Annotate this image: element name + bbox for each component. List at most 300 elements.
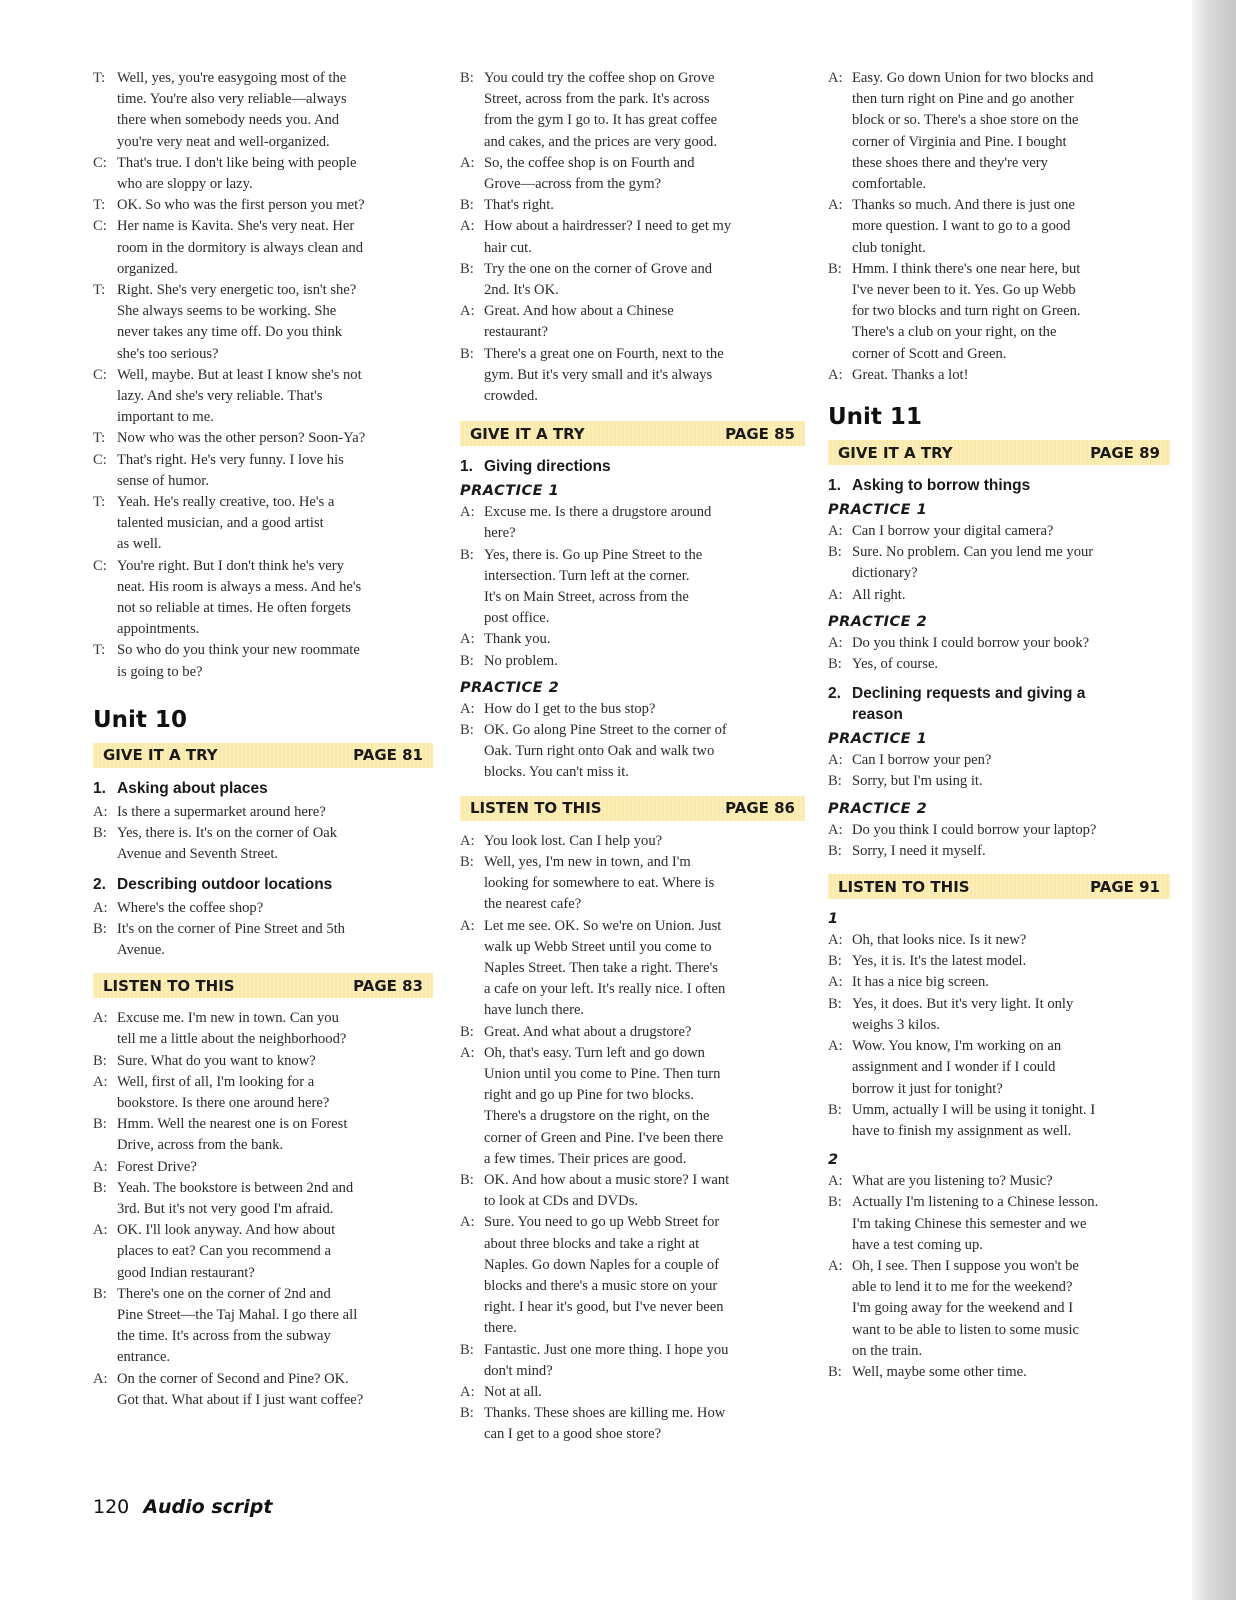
subsection-title-line: reason: [852, 706, 903, 724]
dialogue-line: [93, 428, 433, 449]
dialogue-text: have to finish my assignment as well.: [852, 1122, 1072, 1139]
speaker-label: [460, 587, 484, 608]
dialogue-text: Great. And how about a Chinese: [484, 303, 674, 320]
speaker-label: B:: [460, 1023, 474, 1040]
dialogue-text: have lunch there.: [484, 1002, 585, 1019]
speaker-label: [828, 1341, 852, 1362]
dialogue-text: Sure. No problem. Can you lend me your: [852, 544, 1094, 561]
speaker-label: [93, 1305, 117, 1326]
column-middle: [460, 68, 805, 1446]
dialogue-line: [460, 1128, 805, 1149]
speaker-label: [828, 344, 852, 365]
speaker-label: [93, 407, 117, 428]
dialogue-line: [93, 1326, 433, 1347]
speaker-label: A:: [460, 218, 475, 235]
dialogue-text: bookstore. Is there one around here?: [117, 1094, 330, 1111]
dialogue-line: [460, 1106, 805, 1127]
dialogue-text: Not at all.: [484, 1383, 542, 1400]
dialogue-text: about three blocks and take a right at: [484, 1235, 700, 1252]
dialogue-text: Do you think I could borrow your laptop?: [852, 821, 1097, 838]
speaker-label: [460, 1085, 484, 1106]
speaker-label: T:: [93, 197, 106, 214]
speaker-label: B:: [93, 1052, 107, 1069]
dialogue-text: assignment and I wonder if I could: [852, 1059, 1056, 1076]
dialogue-line: [828, 1057, 1170, 1078]
speaker-label: B:: [460, 546, 474, 563]
dialogue-line: [93, 640, 433, 661]
dialogue-line: [93, 1305, 433, 1326]
speaker-label: B:: [93, 1285, 107, 1302]
subsection-number: 1.: [93, 779, 106, 797]
speaker-label: [828, 1079, 852, 1100]
section-bar-give-it-a-try: [460, 421, 805, 446]
speaker-label: [93, 1326, 117, 1347]
speaker-label: A:: [828, 1173, 843, 1190]
dialogue-line: [460, 629, 805, 650]
dialogue-text: walk up Webb Street until you come to: [484, 938, 712, 955]
speaker-label: [93, 1263, 117, 1284]
speaker-label: [460, 1191, 484, 1212]
dialogue-line: [93, 898, 433, 919]
speaker-label: B:: [93, 1116, 107, 1133]
speaker-label: [460, 762, 484, 783]
subsection-heading: [460, 456, 805, 477]
dialogue-line: [460, 1382, 805, 1403]
bar-page: PAGE 89: [1090, 443, 1160, 462]
dialogue-line: [93, 823, 433, 844]
dialogue-text: You're right. But I don't think he's very: [117, 557, 344, 574]
dialogue-line: [828, 951, 1170, 972]
dialogue-text: there.: [484, 1320, 517, 1337]
dialogue-text: Naples. Go down Naples for a couple of: [484, 1256, 720, 1273]
dialogue-line: [828, 930, 1170, 951]
dialogue-text: able to lend it to me for the weekend?: [852, 1279, 1073, 1296]
dialogue-text: Sorry, but I'm using it.: [852, 773, 983, 790]
dialogue-line: [828, 365, 1170, 386]
dialogue-text: good Indian restaurant?: [117, 1264, 255, 1281]
speaker-label: B:: [93, 1179, 107, 1196]
column-left: [93, 68, 433, 1411]
dialogue-text: Can I borrow your pen?: [852, 752, 992, 769]
dialogue-text: Actually I'm listening to a Chinese lesson.: [852, 1194, 1099, 1211]
dialogue-line: [93, 1157, 433, 1178]
dialogue-text: OK. Go along Pine Street to the corner of: [484, 722, 727, 739]
dialogue-text: a few times. Their prices are good.: [484, 1150, 687, 1167]
speaker-label: [460, 238, 484, 259]
dialogue-block: [828, 820, 1170, 862]
dialogue-text: Fantastic. Just one more thing. I hope you: [484, 1341, 729, 1358]
dialogue-line: [460, 174, 805, 195]
speaker-label: [828, 1320, 852, 1341]
speaker-label: A:: [828, 1038, 843, 1055]
speaker-label: [460, 1128, 484, 1149]
dialogue-line: [93, 1178, 433, 1199]
dialogue-text: blocks and there's a music store on your: [484, 1277, 718, 1294]
dialogue-text: Well, first of all, I'm looking for a: [117, 1073, 315, 1090]
dialogue-line: [460, 873, 805, 894]
dialogue-text: Oh, that's easy. Turn left and go down: [484, 1044, 705, 1061]
dialogue-line: [460, 132, 805, 153]
subsection-title: Asking to borrow things: [852, 477, 1031, 495]
dialogue-line: [828, 1079, 1170, 1100]
dialogue-text: here?: [484, 525, 516, 542]
dialogue-line: [828, 1235, 1170, 1256]
dialogue-line: [93, 919, 433, 940]
dialogue-text: more question. I want to go to a good: [852, 218, 1071, 235]
part-label: 2: [828, 1152, 839, 1169]
dialogue-text: Grove—across from the gym?: [484, 176, 662, 193]
bar-label: LISTEN TO THIS: [103, 976, 235, 995]
dialogue-text: there when somebody needs you. And: [117, 112, 340, 129]
dialogue-text: Street, across from the park. It's across: [484, 91, 710, 108]
speaker-label: [828, 238, 852, 259]
dialogue-line: [828, 280, 1170, 301]
speaker-label: [828, 1298, 852, 1319]
dialogue-text: Wow. You know, I'm working on an: [852, 1038, 1062, 1055]
dialogue-text: 3rd. But it's not very good I'm afraid.: [117, 1200, 334, 1217]
dialogue-line: [93, 1263, 433, 1284]
dialogue-line: [93, 132, 433, 153]
dialogue-line: [460, 365, 805, 386]
dialogue-line: [460, 1191, 805, 1212]
dialogue-line: [93, 89, 433, 110]
dialogue-line: [460, 1318, 805, 1339]
dialogue-text: Got that. What about if I just want coffee?: [117, 1391, 364, 1408]
dialogue-line: [93, 1008, 433, 1029]
dialogue-text: That's right. He's very funny. I love his: [117, 451, 344, 468]
dialogue-line: [460, 259, 805, 280]
dialogue-line: [828, 238, 1170, 259]
dialogue-text: Easy. Go down Union for two blocks and: [852, 70, 1094, 86]
dialogue-line: [460, 958, 805, 979]
dialogue-text: have a test coming up.: [852, 1236, 983, 1253]
speaker-label: [93, 1347, 117, 1368]
dialogue-text: corner of Scott and Green.: [852, 345, 1007, 362]
speaker-label: [460, 608, 484, 629]
speaker-label: A:: [828, 366, 843, 383]
dialogue-text: a cafe on your left. It's really nice. I often: [484, 981, 726, 998]
dialogue-line: [828, 972, 1170, 993]
dialogue-line: [460, 502, 805, 523]
dialogue-text: tell me a little about the neighborhood?: [117, 1031, 347, 1048]
dialogue-text: never takes any time off. Do you think: [117, 324, 343, 341]
bar-label: LISTEN TO THIS: [838, 877, 970, 896]
dialogue-line: [828, 1341, 1170, 1362]
dialogue-line: [460, 1022, 805, 1043]
speaker-label: B:: [828, 1363, 842, 1380]
speaker-label: B:: [93, 825, 107, 842]
dialogue-line: [828, 1298, 1170, 1319]
dialogue-line: [828, 1320, 1170, 1341]
section-bar-listen-to-this: [460, 796, 805, 821]
dialogue-text: Avenue.: [117, 941, 165, 958]
dialogue-line: [460, 110, 805, 131]
dialogue-line: [93, 1390, 433, 1411]
dialogue-text: Well, yes, you're easygoing most of the: [117, 70, 347, 86]
speaker-label: [93, 844, 117, 865]
dialogue-line: [460, 238, 805, 259]
dialogue-block: [93, 802, 433, 866]
dialogue-text: I'm taking Chinese this semester and we: [852, 1215, 1087, 1232]
speaker-label: [460, 1000, 484, 1021]
dialogue-line: [828, 542, 1170, 563]
speaker-label: [460, 1297, 484, 1318]
dialogue-text: So, the coffee shop is on Fourth and: [484, 154, 695, 171]
dialogue-line: [828, 68, 1170, 89]
dialogue-text: There's a great one on Fourth, next to the: [484, 345, 724, 362]
speaker-label: B:: [828, 995, 842, 1012]
dialogue-text: Sure. You need to go up Webb Street for: [484, 1214, 720, 1231]
dialogue-text: these shoes there and they're very: [852, 154, 1048, 171]
speaker-label: [828, 1277, 852, 1298]
dialogue-block: [828, 68, 1170, 386]
dialogue-text: Drive, across from the bank.: [117, 1137, 284, 1154]
speaker-label: A:: [828, 70, 843, 86]
speaker-label: B:: [460, 652, 474, 669]
dialogue-block: [828, 930, 1170, 1142]
dialogue-line: [460, 89, 805, 110]
dialogue-text: is going to be?: [117, 663, 203, 680]
speaker-label: A:: [460, 700, 475, 717]
speaker-label: [828, 89, 852, 110]
dialogue-line: [93, 1029, 433, 1050]
dialogue-line: [460, 1170, 805, 1191]
speaker-label: A:: [460, 1383, 475, 1400]
subsection-number: 2.: [828, 685, 841, 703]
subsection-number: 1.: [828, 477, 841, 495]
dialogue-line: [460, 762, 805, 783]
speaker-label: [460, 280, 484, 301]
dialogue-line: [828, 1256, 1170, 1277]
dialogue-text: and cakes, and the prices are very good.: [484, 133, 717, 150]
speaker-label: C:: [93, 154, 107, 171]
dialogue-text: Yes, there is. Go up Pine Street to the: [484, 546, 703, 563]
speaker-label: [828, 132, 852, 153]
speaker-label: [828, 1015, 852, 1036]
dialogue-text: crowded.: [484, 388, 538, 405]
dialogue-text: You look lost. Can I help you?: [484, 832, 663, 849]
dialogue-text: There's a drugstore on the right, on the: [484, 1108, 710, 1125]
dialogue-line: [460, 741, 805, 762]
dialogue-text: don't mind?: [484, 1362, 553, 1379]
dialogue-line: [828, 820, 1170, 841]
speaker-label: A:: [828, 523, 843, 540]
speaker-label: C:: [93, 557, 107, 574]
bar-label: GIVE IT A TRY: [470, 424, 585, 443]
subsection-heading: [828, 683, 1170, 725]
speaker-label: [93, 238, 117, 259]
column-right: [828, 68, 1170, 1383]
dialogue-text: corner of Green and Pine. I've been there: [484, 1129, 724, 1146]
speaker-label: [460, 958, 484, 979]
dialogue-text: neat. His room is always a mess. And he's: [117, 578, 362, 595]
dialogue-line: [93, 619, 433, 640]
dialogue-line: [93, 110, 433, 131]
section-bar-give-it-a-try: [93, 743, 433, 768]
dialogue-text: OK. And how about a music store? I want: [484, 1171, 730, 1188]
dialogue-line: [460, 894, 805, 915]
speaker-label: A:: [93, 1010, 108, 1027]
speaker-label: [460, 1106, 484, 1127]
dialogue-text: Thanks. These shoes are killing me. How: [484, 1405, 726, 1422]
dialogue-line: [93, 195, 433, 216]
speaker-label: [828, 216, 852, 237]
dialogue-line: [93, 1220, 433, 1241]
speaker-label: T:: [93, 642, 106, 659]
dialogue-line: [460, 545, 805, 566]
dialogue-line: [460, 1403, 805, 1424]
speaker-label: A:: [460, 504, 475, 521]
speaker-label: A:: [828, 821, 843, 838]
dialogue-text: No problem.: [484, 652, 558, 669]
practice-label: PRACTICE 2: [828, 613, 928, 630]
dialogue-text: It's on Main Street, across from the: [484, 589, 689, 606]
dialogue-line: [93, 1135, 433, 1156]
speaker-label: A:: [93, 899, 108, 916]
dialogue-line: [460, 916, 805, 937]
dialogue-text: She always seems to be working. She: [117, 303, 337, 320]
speaker-label: [460, 741, 484, 762]
speaker-label: A:: [828, 586, 843, 603]
part-label: 1: [828, 911, 839, 928]
dialogue-text: All right.: [852, 586, 906, 603]
dialogue-line: [460, 587, 805, 608]
dialogue-text: Yes, it does. But it's very light. It only: [852, 995, 1074, 1012]
dialogue-text: How about a hairdresser? I need to get my: [484, 218, 732, 235]
dialogue-line: [828, 585, 1170, 606]
speaker-label: A:: [93, 803, 108, 820]
dialogue-text: lazy. And she's very reliable. That's: [117, 388, 323, 405]
dialogue-line: [828, 1171, 1170, 1192]
dialogue-text: time. You're also very reliable—always: [117, 91, 347, 108]
dialogue-line: [93, 407, 433, 428]
dialogue-line: [460, 1085, 805, 1106]
speaker-label: [460, 873, 484, 894]
speaker-label: [828, 280, 852, 301]
dialogue-text: OK. I'll look anyway. And how about: [117, 1222, 336, 1239]
speaker-label: [93, 577, 117, 598]
dialogue-text: appointments.: [117, 621, 200, 638]
dialogue-text: So who do you think your new roommate: [117, 642, 360, 659]
speaker-label: A:: [460, 1044, 475, 1061]
dialogue-line: [828, 841, 1170, 862]
dialogue-text: dictionary?: [852, 565, 918, 582]
dialogue-text: post office.: [484, 610, 550, 627]
bar-label: GIVE IT A TRY: [838, 443, 953, 462]
dialogue-text: Hmm. I think there's one near here, but: [852, 260, 1081, 277]
dialogue-text: Great. And what about a drugstore?: [484, 1023, 692, 1040]
dialogue-line: [460, 1340, 805, 1361]
dialogue-line: [828, 1192, 1170, 1213]
dialogue-line: [460, 1424, 805, 1445]
dialogue-text: That's true. I don't like being with people: [117, 154, 357, 171]
dialogue-line: [93, 844, 433, 865]
speaker-label: [460, 132, 484, 153]
speaker-label: [460, 1255, 484, 1276]
speaker-label: B:: [828, 953, 842, 970]
dialogue-text: Umm, actually I will be using it tonight. I: [852, 1101, 1096, 1118]
subsection-heading: [828, 475, 1170, 496]
section-bar-listen-to-this: [93, 973, 433, 998]
speaker-label: A:: [828, 197, 843, 214]
dialogue-line: [460, 1255, 805, 1276]
dialogue-line: [828, 153, 1170, 174]
dialogue-line: [93, 386, 433, 407]
dialogue-line: [828, 174, 1170, 195]
speaker-label: [93, 259, 117, 280]
speaker-label: [460, 322, 484, 343]
speaker-label: B:: [828, 656, 842, 673]
speaker-label: [460, 174, 484, 195]
speaker-label: [460, 1149, 484, 1170]
dialogue-line: [93, 598, 433, 619]
dialogue-text: Do you think I could borrow your book?: [852, 634, 1090, 651]
dialogue-text: entrance.: [117, 1349, 171, 1366]
dialogue-text: you're very neat and well-organized.: [117, 133, 330, 150]
dialogue-line: [93, 450, 433, 471]
dialogue-text: restaurant?: [484, 324, 549, 341]
bar-page: PAGE 83: [353, 976, 423, 995]
dialogue-line: [93, 174, 433, 195]
dialogue-text: It's on the corner of Pine Street and 5th: [117, 920, 345, 937]
dialogue-text: Excuse me. I'm new in town. Can you: [117, 1010, 339, 1027]
dialogue-line: [460, 566, 805, 587]
dialogue-block: [460, 502, 805, 672]
dialogue-text: Forest Drive?: [117, 1158, 197, 1175]
speaker-label: [460, 1276, 484, 1297]
speaker-label: [460, 979, 484, 1000]
dialogue-text: to look at CDs and DVDs.: [484, 1193, 639, 1210]
dialogue-text: as well.: [117, 536, 162, 553]
dialogue-text: That's right.: [484, 197, 554, 214]
dialogue-line: [93, 1199, 433, 1220]
dialogue-text: she's too serious?: [117, 345, 219, 362]
dialogue-block: [828, 1171, 1170, 1383]
dialogue-block: [93, 1008, 433, 1411]
dialogue-line: [828, 1362, 1170, 1383]
dialogue-text: Oh, that looks nice. Is it new?: [852, 932, 1027, 949]
dialogue-text: Sure. What do you want to know?: [117, 1052, 316, 1069]
dialogue-line: [828, 344, 1170, 365]
bar-page: PAGE 85: [725, 424, 795, 443]
dialogue-text: Let me see. OK. So we're on Union. Just: [484, 917, 722, 934]
dialogue-text: corner of Virginia and Pine. I bought: [852, 133, 1067, 150]
speaker-label: [828, 322, 852, 343]
dialogue-text: block or so. There's a shoe store on the: [852, 112, 1079, 129]
dialogue-line: [828, 654, 1170, 675]
speaker-label: B:: [460, 853, 474, 870]
dialogue-text: Her name is Kavita. She's very neat. Her: [117, 218, 355, 235]
dialogue-text: Yes, of course.: [852, 656, 939, 673]
dialogue-line: [460, 344, 805, 365]
speaker-label: A:: [460, 154, 475, 171]
speaker-label: [93, 598, 117, 619]
dialogue-line: [460, 322, 805, 343]
speaker-label: B:: [828, 842, 842, 859]
speaker-label: [460, 89, 484, 110]
speaker-label: [93, 662, 117, 683]
dialogue-line: [828, 89, 1170, 110]
dialogue-text: OK. So who was the first person you met?: [117, 197, 365, 214]
dialogue-line: [828, 563, 1170, 584]
speaker-label: B:: [460, 1341, 474, 1358]
bar-page: PAGE 86: [725, 799, 795, 818]
speaker-label: [93, 1390, 117, 1411]
dialogue-line: [828, 1036, 1170, 1057]
dialogue-line: [460, 68, 805, 89]
speaker-label: [828, 1235, 852, 1256]
section-bar-listen-to-this: [828, 874, 1170, 899]
